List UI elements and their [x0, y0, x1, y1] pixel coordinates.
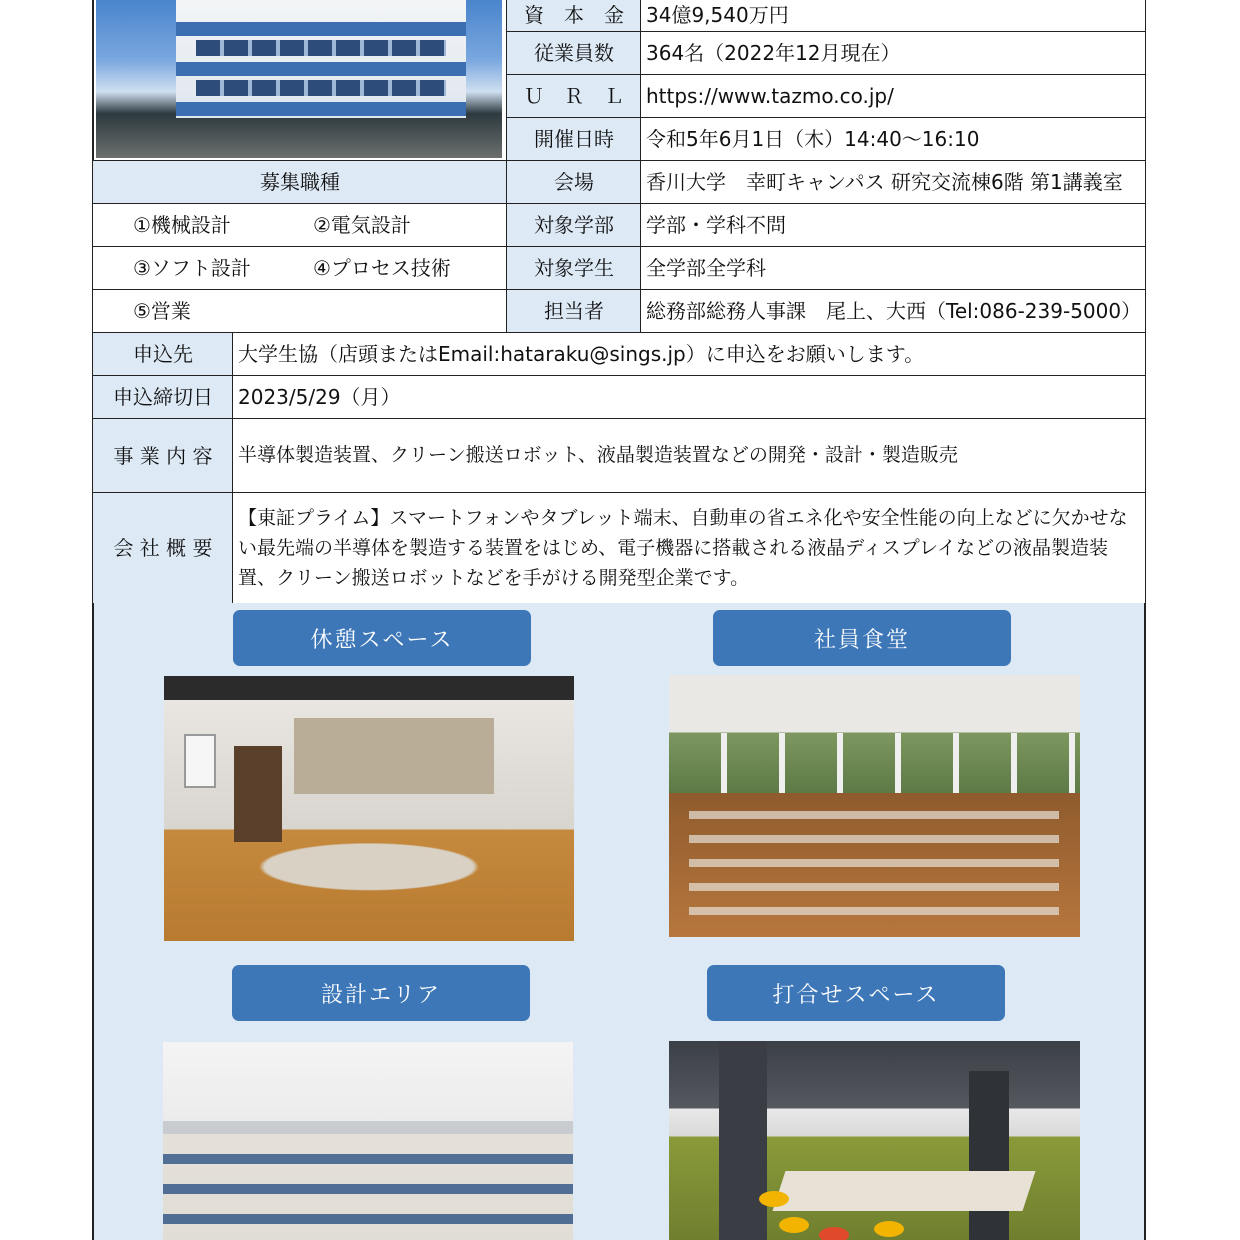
contact-value: 総務部総務人事課 尾上、大西（Tel:086-239-5000） — [640, 289, 1146, 333]
cafeteria-photo — [669, 675, 1080, 937]
apply-label: 申込先 — [92, 332, 234, 376]
meeting-space-button[interactable]: 打合せスペース — [707, 965, 1005, 1021]
design-area-photo — [163, 1042, 573, 1240]
capital-value: 34億9,540万円 — [640, 0, 1146, 32]
building-photo — [96, 0, 502, 158]
job-item: ②電気設計 — [313, 213, 411, 237]
meeting-space-photo — [669, 1041, 1080, 1240]
jobs-label: 募集職種 — [92, 160, 508, 204]
overview-label: 会 社 概 要 — [92, 492, 234, 604]
job-item: ⑤営業 — [133, 299, 191, 323]
venue-value: 香川大学 幸町キャンパス 研究交流棟6階 第1講義室 — [640, 160, 1146, 204]
contact-label: 担当者 — [506, 289, 642, 333]
job-item: ③ソフト設計 — [133, 256, 251, 280]
url-value[interactable]: https://www.tazmo.co.jp/ — [640, 74, 1146, 118]
deadline-label: 申込締切日 — [92, 375, 234, 419]
jobs-row-2 — [92, 246, 508, 290]
faculty-value: 学部・学科不問 — [640, 203, 1146, 247]
rest-space-button[interactable]: 休憩スペース — [233, 610, 531, 666]
capital-label: 資 本 金 — [506, 0, 642, 32]
date-value: 令和5年6月1日（木）14:40～16:10 — [640, 117, 1146, 161]
students-value: 全学部全学科 — [640, 246, 1146, 290]
url-label: Ｕ Ｒ Ｌ — [506, 74, 642, 118]
business-value: 半導体製造装置、クリーン搬送ロボット、液晶製造装置などの開発・設計・製造販売 — [232, 418, 1146, 493]
employees-value: 364名（2022年12月現在） — [640, 31, 1146, 75]
employees-label: 従業員数 — [506, 31, 642, 75]
cafeteria-button[interactable]: 社員食堂 — [713, 610, 1011, 666]
design-area-button[interactable]: 設計エリア — [232, 965, 530, 1021]
deadline-value: 2023/5/29（月） — [232, 375, 1146, 419]
job-item: ①機械設計 — [133, 213, 231, 237]
faculty-label: 対象学部 — [506, 203, 642, 247]
business-label: 事 業 内 容 — [92, 418, 234, 493]
overview-value: 【東証プライム】スマートフォンやタブレット端末、自動車の省エネ化や安全性能の向上などに欠かせない最先端の半導体を製造する装置をはじめ、電子機器に搭載される液晶ディスプレイなどの液晶製造装置、クリーン搬送ロボットなどを手がける開発型企業です。 — [232, 492, 1146, 604]
venue-label: 会場 — [506, 160, 642, 204]
rest-space-photo — [164, 676, 574, 941]
apply-value: 大学生協（店頭またはEmail:hataraku@sings.jp）に申込をお願いします。 — [232, 332, 1146, 376]
job-item: ④プロセス技術 — [313, 256, 451, 280]
jobs-row-3 — [92, 289, 508, 333]
jobs-row-1 — [92, 203, 508, 247]
date-label: 開催日時 — [506, 117, 642, 161]
students-label: 対象学生 — [506, 246, 642, 290]
